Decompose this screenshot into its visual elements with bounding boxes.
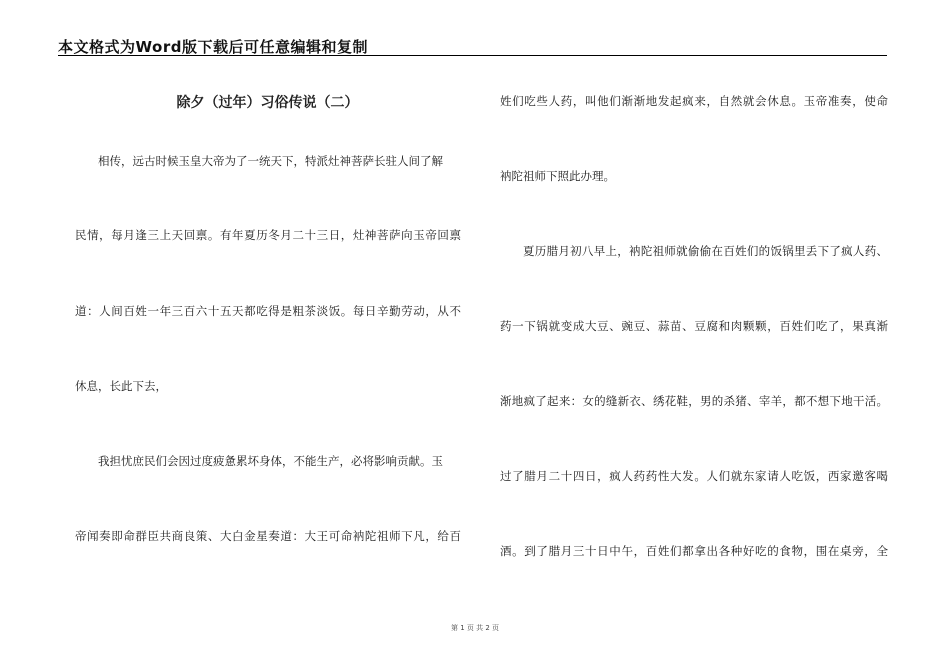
- paragraph-line: 我担忧庶民们会因过度疲惫累坏身体，不能生产，必将影响贡献。玉: [98, 454, 443, 468]
- paragraph-line: 休息，长此下去，: [75, 379, 167, 393]
- paragraph-line: 酒。到了腊月三十日中午，百姓们都拿出各种好吃的食物，围在桌旁，全: [500, 544, 888, 558]
- paragraph-line: 过了腊月二十四日，疯人药药性大发。人们就东家请人吃饭，西家邀客喝: [500, 469, 888, 483]
- paragraph-line: 道：人间百姓一年三百六十五天都吃得是粗茶淡饭。每日辛勤劳动，从不: [75, 304, 461, 318]
- paragraph-line: 民情，每月逢三上天回禀。有年夏历冬月二十三日，灶神菩萨向玉帝回禀: [75, 228, 461, 242]
- page-number: 第 1 页 共 2 页: [450, 624, 500, 632]
- header-divider: [58, 55, 887, 56]
- paragraph-line: 相传，远古时候玉皇大帝为了一统天下，特派灶神菩萨长驻人间了解: [98, 154, 443, 168]
- document-title: 除夕（过年）习俗传说（二）: [176, 95, 359, 111]
- paragraph-line: 渐地疯了起来：女的缝新衣、绣花鞋，男的杀猪、宰羊，都不想下地干活。: [500, 394, 888, 408]
- paragraph-line: 衲陀祖师下照此办理。: [500, 169, 615, 183]
- paragraph-line: 帝闻奏即命群臣共商良策、大白金星奏道：大王可命衲陀祖师下凡，给百: [75, 529, 461, 543]
- paragraph-line: 姓们吃些人药，叫他们渐渐地发起疯来，自然就会休息。玉帝准奏，使命: [500, 94, 888, 108]
- paragraph-line: 夏历腊月初八早上，衲陀祖师就偷偷在百姓们的饭锅里丢下了疯人药、: [523, 244, 888, 258]
- header-title: 本文格式为Word版下载后可任意编辑和复制: [58, 38, 368, 56]
- paragraph-line: 药一下锅就变成大豆、豌豆、蒜苗、豆腐和肉颗颗，百姓们吃了，果真渐: [500, 319, 888, 333]
